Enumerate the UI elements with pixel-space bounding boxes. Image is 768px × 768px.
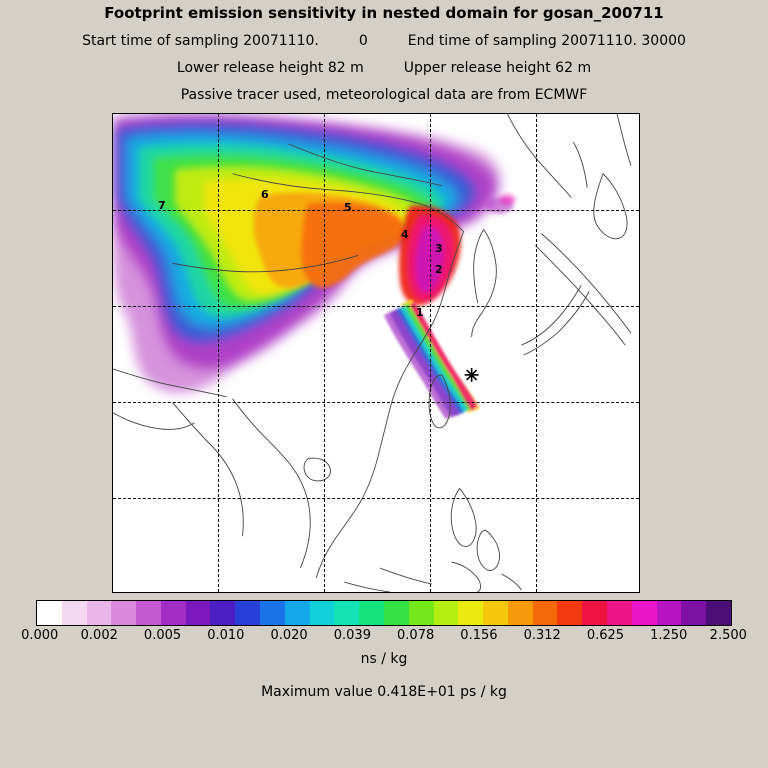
colorbar-swatch xyxy=(285,601,310,625)
colorbar-tick-labels xyxy=(0,628,768,644)
colorbar-tick-label: 2.500 xyxy=(709,628,747,643)
colorbar-tick-label: 1.250 xyxy=(650,628,688,643)
age-label: 6 xyxy=(261,188,269,201)
map-panel xyxy=(112,113,640,593)
colorbar xyxy=(36,600,732,626)
colorbar-tick-label: 0.078 xyxy=(397,628,435,643)
colorbar-swatch xyxy=(359,601,384,625)
colorbar-tick-label: 0.000 xyxy=(21,628,59,643)
colorbar-swatch xyxy=(508,601,533,625)
age-label: 2 xyxy=(435,263,443,276)
map-inner xyxy=(113,114,639,592)
colorbar-swatch xyxy=(235,601,260,625)
end-time-label: End time of sampling 20071110. 30000 xyxy=(407,33,686,49)
age-label: 7 xyxy=(158,199,166,212)
colorbar-swatch xyxy=(533,601,558,625)
colorbar-swatch xyxy=(557,601,582,625)
start-time-label: Start time of sampling 20071110. xyxy=(82,33,319,49)
colorbar-tick-label: 0.020 xyxy=(270,628,308,643)
lower-release-height: Lower release height 82 m xyxy=(176,60,364,76)
colorbar-swatch xyxy=(384,601,409,625)
colorbar-swatch xyxy=(310,601,335,625)
colorbar-swatch xyxy=(681,601,706,625)
sampling-time-line xyxy=(0,33,768,49)
colorbar-swatch xyxy=(582,601,607,625)
colorbar-tick-label: 0.010 xyxy=(207,628,245,643)
colorbar-swatch xyxy=(434,601,459,625)
colorbar-tick-label: 0.005 xyxy=(143,628,182,643)
colorbar-tick-label: 0.156 xyxy=(460,628,498,643)
maximum-value-label: Maximum value 0.418E+01 ps / kg xyxy=(261,684,507,700)
colorbar-swatch xyxy=(161,601,186,625)
colorbar-swatch xyxy=(657,601,682,625)
colorbar-swatch xyxy=(87,601,112,625)
page-title: Footprint emission sensitivity in nested domain for gosan_200711 xyxy=(104,4,664,22)
age-label: 1 xyxy=(416,306,424,319)
release-height-line xyxy=(0,60,768,76)
release-site-star-icon xyxy=(113,114,639,592)
colorbar-swatch xyxy=(483,601,508,625)
colorbar-swatch xyxy=(706,601,731,625)
colorbar-swatch xyxy=(136,601,161,625)
colorbar-swatch xyxy=(334,601,359,625)
colorbar-swatch xyxy=(37,601,62,625)
age-label: 3 xyxy=(435,242,443,255)
colorbar-swatch xyxy=(186,601,211,625)
colorbar-tick-label: 0.312 xyxy=(523,628,561,643)
colorbar-tick-label: 0.002 xyxy=(80,628,118,643)
colorbar-swatch xyxy=(632,601,657,625)
colorbar-swatch xyxy=(607,601,632,625)
colorbar-swatch xyxy=(458,601,483,625)
colorbar-swatch xyxy=(62,601,87,625)
upper-release-height: Upper release height 62 m xyxy=(403,60,592,76)
colorbar-swatch xyxy=(111,601,136,625)
colorbar-tick-label: 0.039 xyxy=(333,628,371,643)
age-label: 4 xyxy=(401,228,409,241)
tracer-note: Passive tracer used, meteorological data are from ECMWF xyxy=(180,87,588,103)
colorbar-unit-label: ns / kg xyxy=(360,651,408,667)
colorbar-swatch xyxy=(210,601,235,625)
colorbar-tick-label: 0.625 xyxy=(586,628,625,643)
colorbar-swatch xyxy=(260,601,285,625)
colorbar-swatch xyxy=(409,601,434,625)
start-time-value: 0 xyxy=(358,33,368,49)
age-label: 5 xyxy=(344,201,352,214)
